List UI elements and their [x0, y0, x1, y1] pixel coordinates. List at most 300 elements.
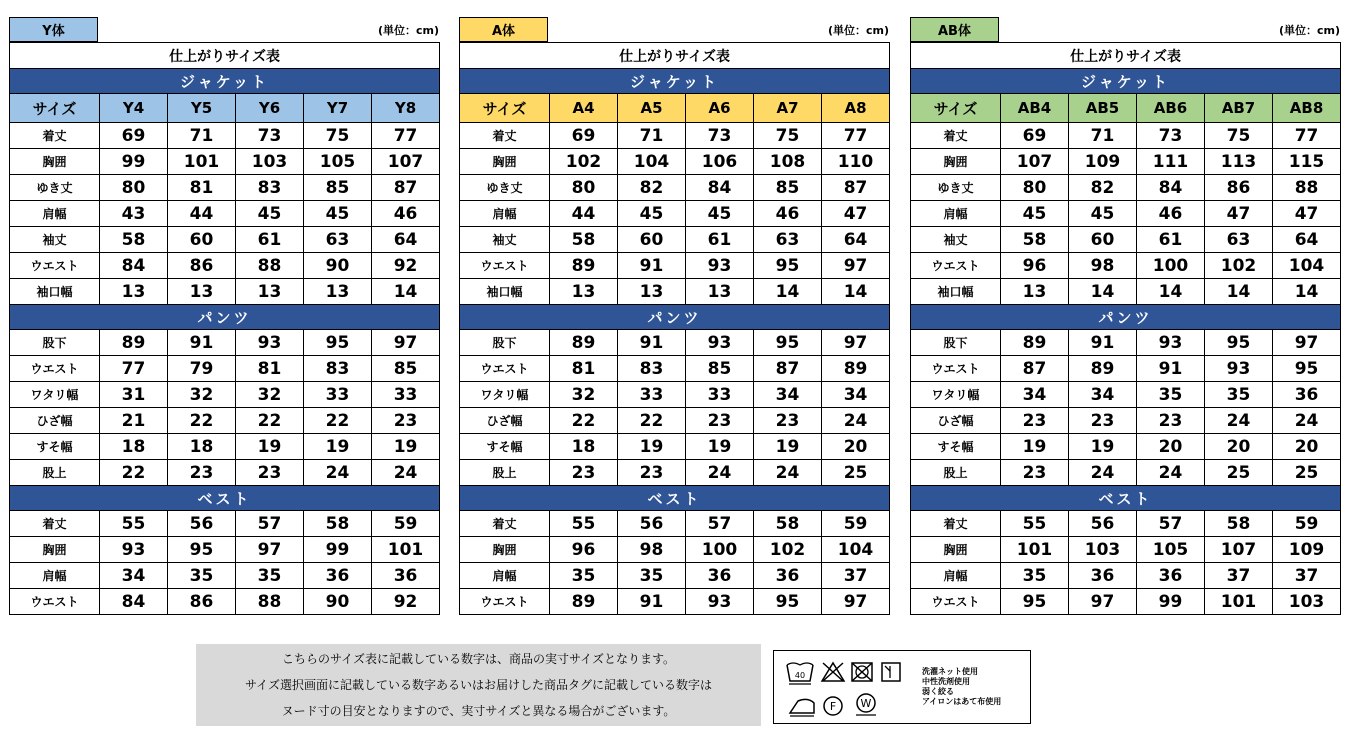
- measure-value: 91: [618, 330, 686, 356]
- measure-value: 23: [754, 408, 822, 434]
- measure-value: 24: [686, 460, 754, 486]
- section-jacket-header: ジャケット: [911, 69, 1341, 94]
- table-title: 仕上がりサイズ表: [460, 43, 890, 69]
- measure-value: 32: [236, 382, 304, 408]
- measure-value: 23: [1069, 408, 1137, 434]
- table-row: [10, 382, 440, 408]
- measure-value: 23: [168, 460, 236, 486]
- table-row: [460, 408, 890, 434]
- care-line: 弱く絞る: [922, 687, 954, 696]
- measure-value: 95: [168, 537, 236, 563]
- measure-value: 107: [372, 149, 440, 175]
- measure-value: 87: [372, 175, 440, 201]
- measure-value: 55: [550, 511, 618, 537]
- measure-value: 82: [1069, 175, 1137, 201]
- measure-value: 20: [822, 434, 890, 460]
- measure-value: 95: [1273, 356, 1341, 382]
- measure-value: 83: [236, 175, 304, 201]
- measure-value: 61: [1137, 227, 1205, 253]
- table-title: 仕上がりサイズ表: [911, 43, 1341, 69]
- table-row: [10, 175, 440, 201]
- measure-value: 37: [822, 563, 890, 589]
- measure-value: 19: [1001, 434, 1069, 460]
- measure-value: 25: [822, 460, 890, 486]
- measure-value: 93: [1205, 356, 1273, 382]
- measure-value: 35: [1137, 382, 1205, 408]
- measure-value: 82: [618, 175, 686, 201]
- table-row: [911, 123, 1341, 149]
- measure-value: 58: [754, 511, 822, 537]
- measure-value: 24: [1273, 408, 1341, 434]
- measure-value: 36: [1069, 563, 1137, 589]
- measure-value: 45: [686, 201, 754, 227]
- size-table: [9, 42, 440, 615]
- table-row: [911, 511, 1341, 537]
- care-line: 中性洗剤使用: [922, 677, 970, 686]
- measure-value: 73: [1137, 123, 1205, 149]
- drip-dry-icon: [882, 663, 900, 681]
- measure-label: ゆき丈: [911, 175, 1001, 201]
- measure-value: 47: [822, 201, 890, 227]
- measure-label: ひざ幅: [10, 408, 100, 434]
- table-row: [10, 279, 440, 305]
- measure-value: 87: [754, 356, 822, 382]
- measure-label: 胸囲: [911, 149, 1001, 175]
- section-pants: パンツ: [460, 305, 890, 330]
- measure-value: 83: [304, 356, 372, 382]
- measure-value: 19: [754, 434, 822, 460]
- measure-label: 肩幅: [460, 201, 550, 227]
- care-label: [773, 650, 1031, 724]
- measure-label: 肩幅: [911, 563, 1001, 589]
- measure-value: 33: [686, 382, 754, 408]
- measure-value: 55: [100, 511, 168, 537]
- measure-label: 胸囲: [460, 149, 550, 175]
- note-line: こちらのサイズ表に記載している数字は、商品の実寸サイズとなります。: [281, 652, 676, 666]
- measure-value: 23: [1001, 408, 1069, 434]
- table-row: [10, 460, 440, 486]
- table-row: [460, 330, 890, 356]
- measure-label: ウエスト: [460, 589, 550, 615]
- measure-value: 103: [236, 149, 304, 175]
- measure-value: 31: [100, 382, 168, 408]
- measure-value: 36: [372, 563, 440, 589]
- measure-value: 14: [754, 279, 822, 305]
- measure-value: 33: [618, 382, 686, 408]
- size-code: AB6: [1137, 94, 1205, 123]
- size-code: A4: [550, 94, 618, 123]
- table-row: [460, 511, 890, 537]
- measure-value: 46: [1137, 201, 1205, 227]
- measure-label: ウエスト: [10, 253, 100, 279]
- measure-value: 22: [236, 408, 304, 434]
- measure-value: 13: [1001, 279, 1069, 305]
- measure-value: 86: [1205, 175, 1273, 201]
- measure-label: 着丈: [10, 123, 100, 149]
- care-line: アイロンはあて布使用: [922, 697, 1002, 706]
- table-row: [911, 227, 1341, 253]
- measure-label: 肩幅: [911, 201, 1001, 227]
- measure-value: 69: [550, 123, 618, 149]
- measure-value: 92: [372, 589, 440, 615]
- measure-value: 19: [236, 434, 304, 460]
- measure-value: 73: [686, 123, 754, 149]
- size-note: [196, 644, 761, 726]
- measure-value: 32: [168, 382, 236, 408]
- table-row: [911, 563, 1341, 589]
- measure-label: ウエスト: [10, 589, 100, 615]
- table-row: [10, 537, 440, 563]
- measure-value: 106: [686, 149, 754, 175]
- table-row: [911, 175, 1341, 201]
- measure-label: 着丈: [460, 123, 550, 149]
- measure-value: 77: [1273, 123, 1341, 149]
- measure-value: 95: [754, 253, 822, 279]
- measure-value: 24: [304, 460, 372, 486]
- measure-value: 77: [100, 356, 168, 382]
- measure-label: ゆき丈: [460, 175, 550, 201]
- measure-value: 101: [168, 149, 236, 175]
- measure-value: 90: [304, 589, 372, 615]
- measure-value: 37: [1273, 563, 1341, 589]
- measure-label: 股下: [911, 330, 1001, 356]
- measure-value: 81: [236, 356, 304, 382]
- measure-label: 胸囲: [911, 537, 1001, 563]
- table-row: [460, 434, 890, 460]
- measure-value: 13: [236, 279, 304, 305]
- measure-value: 59: [822, 511, 890, 537]
- measure-value: 101: [1001, 537, 1069, 563]
- table-row: [911, 382, 1341, 408]
- measure-value: 91: [168, 330, 236, 356]
- table-row: [460, 279, 890, 305]
- measure-value: 93: [236, 330, 304, 356]
- measure-value: 14: [1205, 279, 1273, 305]
- no-tumble-dry-icon: [852, 663, 872, 681]
- size-table: [910, 42, 1341, 615]
- measure-label: ウエスト: [460, 356, 550, 382]
- measure-value: 22: [618, 408, 686, 434]
- measure-value: 103: [1069, 537, 1137, 563]
- measure-value: 102: [550, 149, 618, 175]
- measure-value: 104: [618, 149, 686, 175]
- measure-label: 胸囲: [10, 149, 100, 175]
- measure-value: 58: [1001, 227, 1069, 253]
- measure-value: 85: [304, 175, 372, 201]
- measure-value: 85: [754, 175, 822, 201]
- measure-value: 97: [372, 330, 440, 356]
- measure-value: 69: [1001, 123, 1069, 149]
- table-row: [10, 253, 440, 279]
- measure-value: 69: [100, 123, 168, 149]
- measure-value: 71: [618, 123, 686, 149]
- table-row: [10, 408, 440, 434]
- measure-value: 45: [1069, 201, 1137, 227]
- size-code: AB8: [1273, 94, 1341, 123]
- measure-value: 64: [372, 227, 440, 253]
- measure-value: 102: [1205, 253, 1273, 279]
- size-code: A8: [822, 94, 890, 123]
- measure-value: 36: [754, 563, 822, 589]
- measure-value: 22: [168, 408, 236, 434]
- measure-value: 96: [550, 537, 618, 563]
- measure-value: 111: [1137, 149, 1205, 175]
- measure-value: 84: [100, 589, 168, 615]
- measure-value: 36: [1137, 563, 1205, 589]
- measure-value: 18: [100, 434, 168, 460]
- size-panel: [9, 17, 439, 615]
- measure-value: 25: [1273, 460, 1341, 486]
- measure-value: 97: [822, 253, 890, 279]
- measure-value: 35: [550, 563, 618, 589]
- size-panel: [910, 17, 1340, 615]
- measure-label: ワタリ幅: [911, 382, 1001, 408]
- measure-value: 45: [618, 201, 686, 227]
- table-row: [460, 227, 890, 253]
- measure-value: 36: [304, 563, 372, 589]
- measure-value: 85: [686, 356, 754, 382]
- measure-value: 97: [822, 589, 890, 615]
- measure-value: 107: [1205, 537, 1273, 563]
- section-vest: ベスト: [460, 486, 890, 511]
- measure-label: 胸囲: [10, 537, 100, 563]
- measure-value: 34: [754, 382, 822, 408]
- dry-clean-f-icon: [824, 697, 842, 715]
- measure-value: 105: [1137, 537, 1205, 563]
- body-type-badge: A体: [459, 17, 548, 42]
- measure-value: 22: [550, 408, 618, 434]
- table-row: [10, 201, 440, 227]
- measure-value: 95: [304, 330, 372, 356]
- care-line: 洗濯ネット使用: [922, 667, 978, 676]
- measure-value: 14: [1273, 279, 1341, 305]
- measure-value: 34: [1069, 382, 1137, 408]
- measure-value: 95: [754, 330, 822, 356]
- measure-value: 34: [100, 563, 168, 589]
- table-row: [460, 563, 890, 589]
- measure-label: 袖丈: [460, 227, 550, 253]
- measure-value: 81: [550, 356, 618, 382]
- measure-value: 58: [304, 511, 372, 537]
- section-pants: パンツ: [911, 305, 1341, 330]
- measure-value: 56: [618, 511, 686, 537]
- measure-value: 91: [618, 253, 686, 279]
- measure-value: 79: [168, 356, 236, 382]
- measure-value: 88: [236, 589, 304, 615]
- measure-label: ワタリ幅: [10, 382, 100, 408]
- measure-value: 89: [100, 330, 168, 356]
- table-title: 仕上がりサイズ表: [10, 43, 440, 69]
- measure-value: 13: [168, 279, 236, 305]
- measure-label: 袖口幅: [10, 279, 100, 305]
- measure-value: 24: [754, 460, 822, 486]
- measure-value: 73: [236, 123, 304, 149]
- measure-value: 14: [1137, 279, 1205, 305]
- measure-value: 44: [550, 201, 618, 227]
- measure-value: 23: [550, 460, 618, 486]
- measure-value: 75: [1205, 123, 1273, 149]
- measure-value: 19: [372, 434, 440, 460]
- measure-value: 19: [304, 434, 372, 460]
- measure-value: 13: [550, 279, 618, 305]
- body-type-badge: AB体: [910, 17, 999, 42]
- measure-label: 股上: [460, 460, 550, 486]
- measure-label: ウエスト: [460, 253, 550, 279]
- measure-label: ウエスト: [911, 253, 1001, 279]
- table-row: [911, 356, 1341, 382]
- measure-value: 47: [1205, 201, 1273, 227]
- measure-label: ひざ幅: [911, 408, 1001, 434]
- measure-label: ゆき丈: [10, 175, 100, 201]
- measure-value: 110: [822, 149, 890, 175]
- measure-value: 20: [1205, 434, 1273, 460]
- body-type-badge: Y体: [9, 17, 98, 42]
- section-vest: ベスト: [911, 486, 1341, 511]
- measure-label: ひざ幅: [460, 408, 550, 434]
- measure-value: 84: [686, 175, 754, 201]
- measure-value: 46: [754, 201, 822, 227]
- measure-value: 23: [372, 408, 440, 434]
- table-row: [10, 149, 440, 175]
- measure-value: 95: [754, 589, 822, 615]
- measure-value: 35: [168, 563, 236, 589]
- measure-value: 92: [372, 253, 440, 279]
- no-bleach-icon: [822, 663, 844, 681]
- measure-label: 袖口幅: [911, 279, 1001, 305]
- measure-value: 20: [1273, 434, 1341, 460]
- measure-value: 81: [168, 175, 236, 201]
- measure-value: 97: [822, 330, 890, 356]
- measure-value: 35: [236, 563, 304, 589]
- wet-clean-w-icon: [856, 694, 876, 715]
- measure-value: 55: [1001, 511, 1069, 537]
- measure-value: 23: [1001, 460, 1069, 486]
- measure-value: 23: [236, 460, 304, 486]
- measure-value: 91: [1069, 330, 1137, 356]
- measure-value: 97: [1069, 589, 1137, 615]
- measure-value: 109: [1273, 537, 1341, 563]
- svg-text:40: 40: [794, 671, 806, 680]
- measure-value: 24: [1069, 460, 1137, 486]
- measure-label: すそ幅: [911, 434, 1001, 460]
- measure-value: 60: [1069, 227, 1137, 253]
- measure-label: ウエスト: [911, 356, 1001, 382]
- measure-label: 胸囲: [460, 537, 550, 563]
- unit-label: (単位：cm): [377, 24, 439, 37]
- measure-value: 95: [1205, 330, 1273, 356]
- table-row: [911, 408, 1341, 434]
- measure-value: 45: [1001, 201, 1069, 227]
- measure-value: 24: [1205, 408, 1273, 434]
- measure-label: 股上: [911, 460, 1001, 486]
- measure-value: 58: [100, 227, 168, 253]
- table-row: [460, 175, 890, 201]
- size-code: Y5: [168, 94, 236, 123]
- measure-value: 86: [168, 589, 236, 615]
- measure-value: 63: [1205, 227, 1273, 253]
- measure-label: ウエスト: [911, 589, 1001, 615]
- measure-value: 34: [822, 382, 890, 408]
- measure-label: 股上: [10, 460, 100, 486]
- measure-value: 108: [754, 149, 822, 175]
- table-row: [911, 330, 1341, 356]
- measure-value: 58: [1205, 511, 1273, 537]
- measure-value: 21: [100, 408, 168, 434]
- measure-value: 104: [1273, 253, 1341, 279]
- note-line: サイズ選択画面に記載している数字あるいはお届けした商品タグに記載している数字は: [244, 678, 713, 692]
- table-row: [911, 460, 1341, 486]
- size-code: AB4: [1001, 94, 1069, 123]
- measure-label: ウエスト: [10, 356, 100, 382]
- measure-value: 56: [1069, 511, 1137, 537]
- measure-value: 61: [686, 227, 754, 253]
- table-row: [10, 589, 440, 615]
- measure-value: 23: [686, 408, 754, 434]
- measure-value: 88: [1273, 175, 1341, 201]
- measure-value: 80: [550, 175, 618, 201]
- table-row: [10, 356, 440, 382]
- size-code: A5: [618, 94, 686, 123]
- measure-value: 93: [1137, 330, 1205, 356]
- measure-value: 83: [618, 356, 686, 382]
- measure-label: ワタリ幅: [460, 382, 550, 408]
- measure-value: 105: [304, 149, 372, 175]
- size-header-label: サイズ: [911, 94, 1001, 123]
- measure-value: 45: [236, 201, 304, 227]
- measure-value: 14: [372, 279, 440, 305]
- measure-value: 97: [236, 537, 304, 563]
- measure-value: 18: [168, 434, 236, 460]
- measure-value: 59: [372, 511, 440, 537]
- size-header-row: [10, 94, 440, 123]
- measure-value: 84: [1137, 175, 1205, 201]
- measure-value: 46: [372, 201, 440, 227]
- table-row: [10, 511, 440, 537]
- measure-label: 袖口幅: [460, 279, 550, 305]
- measure-value: 109: [1069, 149, 1137, 175]
- measure-value: 80: [100, 175, 168, 201]
- measure-value: 101: [1205, 589, 1273, 615]
- table-row: [460, 149, 890, 175]
- measure-value: 97: [1273, 330, 1341, 356]
- measure-value: 71: [168, 123, 236, 149]
- measure-value: 25: [1205, 460, 1273, 486]
- measure-value: 45: [304, 201, 372, 227]
- size-code: AB7: [1205, 94, 1273, 123]
- measure-label: 肩幅: [10, 201, 100, 227]
- size-header-row: [460, 94, 890, 123]
- measure-value: 75: [304, 123, 372, 149]
- measure-value: 23: [1137, 408, 1205, 434]
- care-text: [922, 667, 1001, 707]
- measure-value: 75: [754, 123, 822, 149]
- measure-value: 47: [1273, 201, 1341, 227]
- measure-value: 37: [1205, 563, 1273, 589]
- size-code: AB5: [1069, 94, 1137, 123]
- measure-value: 89: [550, 330, 618, 356]
- measure-label: 着丈: [10, 511, 100, 537]
- measure-value: 33: [304, 382, 372, 408]
- measure-value: 86: [168, 253, 236, 279]
- table-row: [911, 149, 1341, 175]
- measure-value: 91: [618, 589, 686, 615]
- size-code: Y4: [100, 94, 168, 123]
- wash-40-icon: [787, 663, 813, 684]
- measure-value: 90: [304, 253, 372, 279]
- measure-value: 35: [618, 563, 686, 589]
- measure-value: 22: [304, 408, 372, 434]
- measure-value: 14: [1069, 279, 1137, 305]
